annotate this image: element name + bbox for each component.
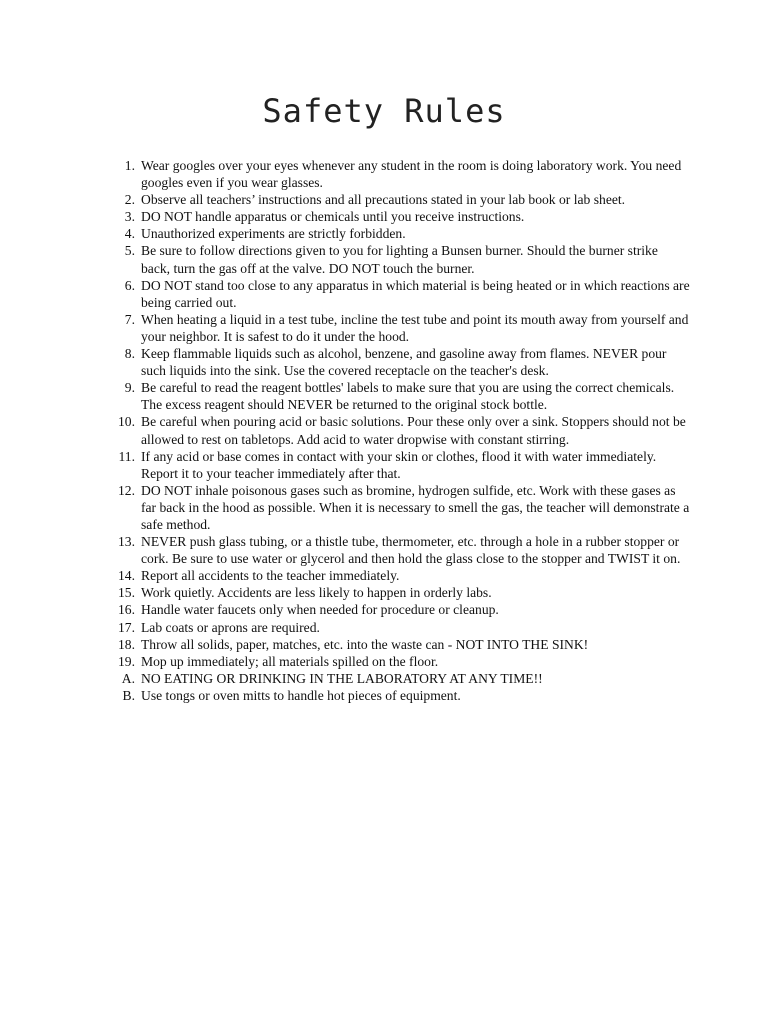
rule-item: [100, 567, 690, 584]
rule-text: If any acid or base comes in contact with your skin or clothes, flood it with water immediately. Report it to your teacher immediately after that.: [141, 448, 657, 481]
rule-text: Report all accidents to the teacher immediately.: [141, 568, 400, 584]
rule-number: 5.: [124, 243, 135, 259]
rule-number: 7.: [124, 311, 135, 327]
rule-text: Be careful to read the reagent bottles' labels to make sure that you are using the correct chemicals. The excess reagent should NEVER be returned to the original stock bottle.: [141, 380, 675, 413]
rule-item: [100, 413, 690, 447]
rule-number: 8.: [124, 346, 135, 362]
rule-item: [100, 636, 690, 653]
rule-number: A.: [121, 670, 135, 686]
rule-number: 1.: [124, 158, 135, 173]
rule-text: DO NOT stand too close to any apparatus in which material is being heated or in which reactions are being carried out.: [141, 277, 690, 310]
rule-item: [100, 208, 690, 225]
rule-text: Mop up immediately; all materials spilled on the floor.: [141, 653, 439, 669]
page-title: Safety Rules: [262, 92, 506, 130]
rule-item: [100, 379, 690, 413]
rule-text: Wear googles over your eyes whenever any student in the room is doing laboratory work. You need googles even if you wear glasses.: [141, 158, 682, 191]
rule-item: [100, 687, 690, 704]
rule-number: 17.: [118, 619, 135, 635]
rule-number: 14.: [118, 568, 135, 584]
rule-item: [100, 191, 690, 208]
rule-item: [100, 619, 690, 636]
rule-text: DO NOT inhale poisonous gases such as bromine, hydrogen sulfide, etc. Work with these gases as far back in the hood as possible. When it is necessary to smell the gas, the teacher will demonstrate a safe method.: [141, 482, 690, 532]
rule-text: Use tongs or oven mitts to handle hot pieces of equipment.: [141, 687, 461, 703]
rule-number: 11.: [118, 448, 135, 464]
rule-number: 15.: [118, 585, 135, 601]
rule-item: [100, 242, 690, 276]
rule-item: [100, 311, 690, 345]
rule-number: 4.: [124, 226, 135, 242]
safety-rules-list: [100, 157, 690, 704]
rule-item: [100, 277, 690, 311]
rule-item: [100, 533, 690, 567]
rule-number: 18.: [118, 636, 135, 652]
rule-number: 9.: [124, 380, 135, 396]
rule-text: NEVER push glass tubing, or a thistle tube, thermometer, etc. through a hole in a rubber stopper or cork. Be sure to use water or glycerol and then hold the glass close to the stopper and TWIST it on.: [141, 534, 681, 567]
rule-item: [100, 584, 690, 601]
rule-text: Be careful when pouring acid or basic solutions. Pour these only over a sink. Stoppers should not be allowed to rest on tabletops. Add acid to water dropwise with constant stirring.: [141, 414, 686, 447]
rule-item: [100, 345, 690, 379]
rule-number: 16.: [118, 602, 135, 618]
rule-number: 13.: [118, 534, 135, 550]
rule-text: Unauthorized experiments are strictly forbidden.: [141, 226, 406, 242]
rule-item: [100, 448, 690, 482]
rule-item: [100, 653, 690, 670]
rule-item: [100, 482, 690, 533]
rule-text: NO EATING OR DRINKING IN THE LABORATORY AT ANY TIME!!: [141, 670, 543, 686]
rule-text: Observe all teachers’ instructions and all precautions stated in your lab book or lab sheet.: [141, 192, 626, 208]
rule-text: Work quietly. Accidents are less likely to happen in orderly labs.: [141, 585, 492, 601]
rule-number: 10.: [118, 414, 135, 430]
rule-text: Throw all solids, paper, matches, etc. into the waste can - NOT INTO THE SINK!: [141, 636, 589, 652]
rule-number: 12.: [118, 482, 135, 498]
rule-number: 6.: [124, 277, 135, 293]
rule-item: [100, 157, 690, 191]
rule-item: [100, 670, 690, 687]
rule-text: Keep flammable liquids such as alcohol, benzene, and gasoline away from flames. NEVER pour such liquids into the sink. Use the covered receptacle on the teacher's desk.: [141, 346, 667, 379]
rule-item: [100, 601, 690, 618]
rule-item: [100, 225, 690, 242]
rule-number: 3.: [124, 209, 135, 225]
rule-text: When heating a liquid in a test tube, incline the test tube and point its mouth away from yourself and your neighbor. It is safest to do it under the hood.: [141, 311, 689, 344]
rule-text: Be sure to follow directions given to you for lighting a Bunsen burner. Should the burner strike back, turn the gas off at the valve. DO NOT touch the burner.: [141, 243, 658, 276]
rule-number: 2.: [124, 192, 135, 208]
rule-number: B.: [122, 687, 135, 703]
rule-text: Handle water faucets only when needed for procedure or cleanup.: [141, 602, 499, 618]
rule-text: Lab coats or aprons are required.: [141, 619, 320, 635]
rule-text: DO NOT handle apparatus or chemicals until you receive instructions.: [141, 209, 525, 225]
rule-number: 19.: [118, 653, 135, 669]
